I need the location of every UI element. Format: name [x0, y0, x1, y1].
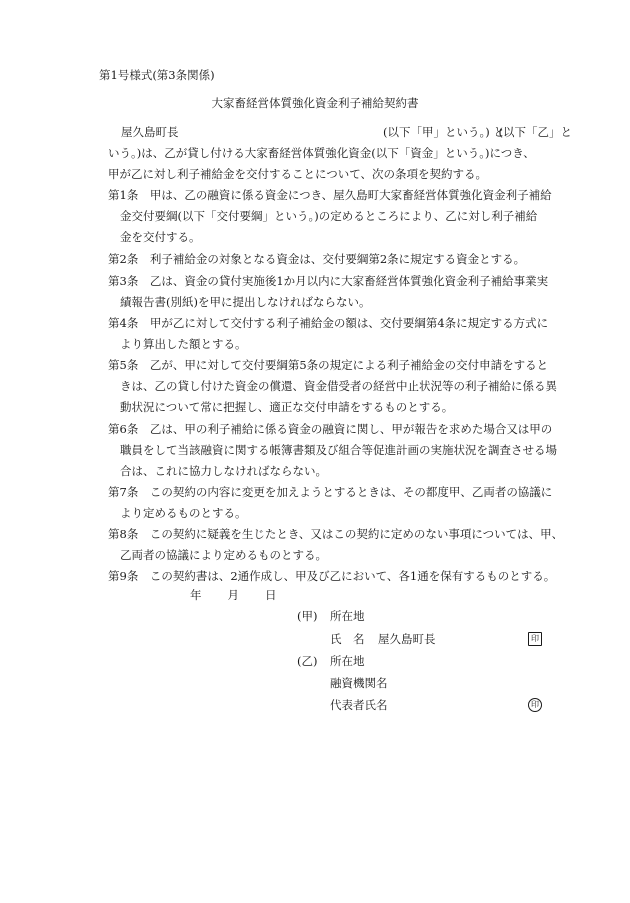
article-8-line-1: 第8条 この契約に疑義を生じたとき、又はこの契約に定めのない事項については、甲、: [108, 527, 564, 541]
party-a-name: 屋久島町長: [121, 125, 179, 139]
party-a-name-label: 氏 名: [330, 632, 365, 646]
article-9: [108, 566, 574, 587]
article-7: [108, 482, 574, 524]
article-3-line-1: 第3条 乙は、資金の貸付実施後1か月以内に大家畜経営体質強化資金利子補給事業実: [108, 274, 549, 288]
article-6-line-3: 合は、これに協力しなければならない。: [120, 464, 327, 478]
article-6-line-1: 第6条 乙は、甲の利子補給に係る資金の融資に関し、甲が報告を求めた場合又は甲の: [108, 422, 553, 436]
article-1: [108, 185, 574, 248]
form-label: 第1号様式(第3条関係): [99, 68, 215, 82]
article-4-line-1: 第4条 甲が乙に対して交付する利子補給金の額は、交付要綱第4条に規定する方式に: [108, 316, 549, 330]
date-month: 月: [227, 588, 239, 602]
article-7-line-2: より定めるものとする。: [120, 506, 247, 520]
article-7-line-1: 第7条 この契約の内容に変更を加えようとするときは、その都度甲、乙両者の協議に: [108, 485, 553, 499]
seal-b-mark: 印: [528, 698, 542, 712]
party-a-marker: (甲): [297, 609, 318, 623]
party-b-address-label: 所在地: [330, 654, 365, 668]
intro-paragraph: [108, 122, 572, 185]
article-5-line-1: 第5条 乙が、甲に対して交付要綱第5条の規定による利子補給金の交付申請をすると: [108, 358, 549, 372]
date-line: [190, 588, 277, 602]
article-5-line-2: きは、乙の貸し付けた資金の償還、資金借受者の経営中止状況等の利子補給に係る異: [120, 379, 557, 393]
article-6-line-2: 職員をして当該融資に関する帳簿書類及び組合等促進計画の実施状況を調査させる場: [120, 443, 557, 457]
party-a-label: (以下「甲」という。) と: [383, 125, 505, 139]
document-title: 大家畜経営体質強化資金利子補給契約書: [211, 96, 419, 110]
article-3: [108, 271, 574, 313]
party-a-address-label: 所在地: [330, 609, 365, 623]
date-day: 日: [265, 588, 277, 602]
party-b-label: (以下「乙」と: [498, 125, 572, 139]
article-5-line-3: 動状況について常に把握し、適正な交付申請をするものとする。: [120, 400, 454, 414]
article-1-line-3: 金を交付する。: [120, 230, 201, 244]
date-year: 年: [190, 588, 202, 602]
intro-line-1: [108, 122, 572, 143]
article-5: [108, 355, 574, 418]
article-2: [108, 249, 574, 270]
article-9-line-1: 第9条 この契約書は、2通作成し、甲及び乙において、各1通を保有するものとする。: [108, 569, 556, 583]
article-2-line-1: 第2条 利子補給金の対象となる資金は、交付要綱第2条に規定する資金とする。: [108, 252, 526, 266]
intro-line-2: いう。)は、乙が貸し付ける大家畜経営体質強化資金(以下「資金」という。)につき、: [108, 146, 535, 160]
article-8-line-2: 乙両者の協議により定めるものとする。: [120, 548, 327, 562]
article-1-line-2: 金交付要綱(以下「交付要綱」という。)の定めるところにより、乙に対し利子補給: [120, 209, 538, 223]
party-b-marker: (乙): [297, 654, 318, 668]
article-3-line-2: 績報告書(別紙)を甲に提出しなければならない。: [120, 295, 371, 309]
intro-line-3: 甲が乙に対し利子補給金を交付することについて、次の条項を契約する。: [108, 167, 488, 181]
institution-label: 融資機関名: [330, 676, 388, 690]
article-4: [108, 313, 574, 355]
article-8: [108, 524, 574, 566]
seal-a-mark: 印: [528, 632, 542, 646]
party-a-name-value: 屋久島町長: [378, 632, 436, 646]
article-1-line-1: 第1条 甲は、乙の融資に係る資金につき、屋久島町大家畜経営体質強化資金利子補給: [108, 188, 552, 202]
article-6: [108, 419, 574, 482]
representative-label: 代表者氏名: [330, 698, 388, 712]
article-4-line-2: より算出した額とする。: [120, 337, 247, 351]
